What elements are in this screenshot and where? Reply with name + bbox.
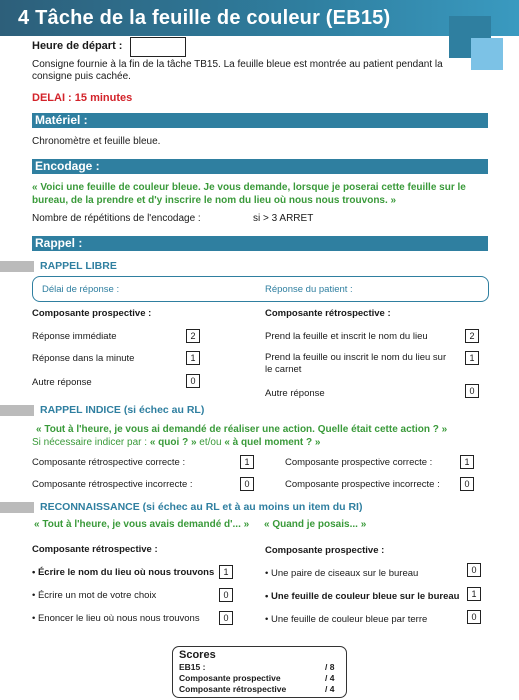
- reponse-label: Réponse du patient :: [265, 284, 353, 295]
- score-box[interactable]: 1: [240, 455, 254, 469]
- rappel-libre-title: RAPPEL LIBRE: [40, 260, 117, 272]
- encodage-quote: « Voici une feuille de couleur bleue. Je vous demande, lorsque je poserai cette feuille sur le bureau, de la prendre et d'y inscrire le nom du lieu où nous nous trouvons. »: [32, 182, 466, 206]
- score-box[interactable]: 1: [467, 587, 481, 601]
- delay-text: DELAI : 15 minutes: [32, 92, 133, 104]
- list-item-label: Une feuille de couleur bleue par terre: [270, 614, 428, 625]
- score-box[interactable]: 0: [460, 477, 474, 491]
- score-box[interactable]: 2: [186, 329, 200, 343]
- score-box[interactable]: 2: [465, 329, 479, 343]
- indice-hint: [32, 436, 320, 449]
- score-box[interactable]: 0: [467, 563, 481, 577]
- score-row-label: Composante prospective: [179, 673, 281, 683]
- materiel-text: Chronomètre et feuille bleue.: [32, 136, 161, 147]
- score-row-label: EB15 :: [179, 662, 206, 672]
- score-box[interactable]: 0: [219, 611, 233, 625]
- score-row-label: Composante rétrospective: [179, 684, 287, 694]
- list-item: • Une paire de ciseaux sur le bureau: [265, 568, 419, 579]
- score-box[interactable]: 0: [219, 588, 233, 602]
- list-item: Composante prospective incorrecte :: [285, 479, 440, 490]
- reconnaissance-quote-1: « Tout à l'heure, je vous avais demandé d'... »: [34, 519, 250, 530]
- repetitions-rule: si > 3 ARRET: [253, 213, 314, 224]
- indice-quote: « Tout à l'heure, je vous ai demandé de réaliser une action. Quelle était cette action ? »: [36, 424, 448, 435]
- list-item-label: Une paire de ciseaux sur le bureau: [270, 568, 419, 579]
- prospective-title: Composante prospective :: [32, 308, 152, 319]
- list-item: • Écrire le nom du lieu où nous trouvons: [32, 567, 215, 578]
- scores-title: Scores: [179, 649, 216, 661]
- score-box[interactable]: 0: [465, 384, 479, 398]
- score-box[interactable]: 1: [219, 565, 233, 579]
- list-item: • Une feuille de couleur bleue par terre: [265, 614, 428, 625]
- subsection-marker: [0, 502, 34, 513]
- list-item: • Enoncer le lieu où nous nous trouvons: [32, 613, 200, 624]
- retrospective-title: Composante rétrospective :: [265, 308, 391, 319]
- reconnaissance-quote-2: « Quand je posais... »: [264, 519, 367, 530]
- section-encodage: Encodage :: [32, 159, 488, 174]
- list-item: Autre réponse: [265, 388, 325, 399]
- list-item: Prend la feuille et inscrit le nom du lieu: [265, 331, 428, 342]
- subsection-marker: [0, 261, 34, 272]
- score-box[interactable]: 1: [465, 351, 479, 365]
- list-item: Prend la feuille ou inscrit le nom du lieu sur le carnet: [265, 352, 447, 375]
- list-item-label: Écrire un mot de votre choix: [37, 590, 157, 601]
- page-title: 4 Tâche de la feuille de couleur (EB15): [0, 0, 519, 36]
- reconnaissance-title: RECONNAISSANCE (si échec au RL et à au moins un item du RI): [40, 501, 363, 513]
- list-item-label: Enoncer le lieu où nous nous trouvons: [37, 613, 200, 624]
- hint-mid: et/ou: [196, 437, 225, 448]
- repetitions-label: Nombre de répétitions de l'encodage :: [32, 213, 201, 224]
- score-box[interactable]: 0: [240, 477, 254, 491]
- hint-q1: « quoi ? »: [149, 437, 197, 448]
- list-item: Composante rétrospective correcte :: [32, 457, 186, 468]
- list-item-label: Écrire le nom du lieu où nous trouvons: [37, 567, 215, 578]
- delai-label: Délai de réponse :: [42, 284, 120, 295]
- score-row-value: / 4: [325, 684, 335, 694]
- scores-box: [172, 646, 347, 698]
- list-item: • Écrire un mot de votre choix: [32, 590, 157, 601]
- score-box[interactable]: 1: [460, 455, 474, 469]
- section-materiel: Matériel :: [32, 113, 488, 128]
- list-item: Composante rétrospective incorrecte :: [32, 479, 193, 490]
- section-rappel: Rappel :: [32, 236, 488, 251]
- hint-prefix: Si nécessaire indicer par :: [32, 437, 150, 448]
- hint-q2: « à quel moment ? »: [224, 437, 321, 448]
- list-item: Autre réponse: [32, 377, 92, 388]
- list-item: Réponse immédiate: [32, 331, 117, 342]
- score-row-value: / 4: [325, 673, 335, 683]
- list-item: Réponse dans la minute: [32, 353, 135, 364]
- list-item-label: Une feuille de couleur bleue sur le bureau: [270, 591, 460, 602]
- instructions-text: Consigne fournie à la fin de la tâche TB15. La feuille bleue est montrée au patient pendant la consigne puis cachée.: [32, 59, 443, 82]
- score-box[interactable]: 0: [186, 374, 200, 388]
- list-item: • Une feuille de couleur bleue sur le bureau: [265, 591, 460, 602]
- rappel-indice-title: RAPPEL INDICE (si échec au RL): [40, 404, 205, 416]
- score-row-value: / 8: [325, 662, 335, 672]
- list-item: Composante prospective correcte :: [285, 457, 433, 468]
- reco-retro-title: Composante rétrospective :: [32, 544, 158, 555]
- score-box[interactable]: 0: [467, 610, 481, 624]
- reco-pro-title: Composante prospective :: [265, 545, 385, 556]
- score-box[interactable]: 1: [186, 351, 200, 365]
- start-time-label: Heure de départ :: [32, 40, 123, 52]
- start-time-input[interactable]: [130, 37, 186, 57]
- subsection-marker: [0, 405, 34, 416]
